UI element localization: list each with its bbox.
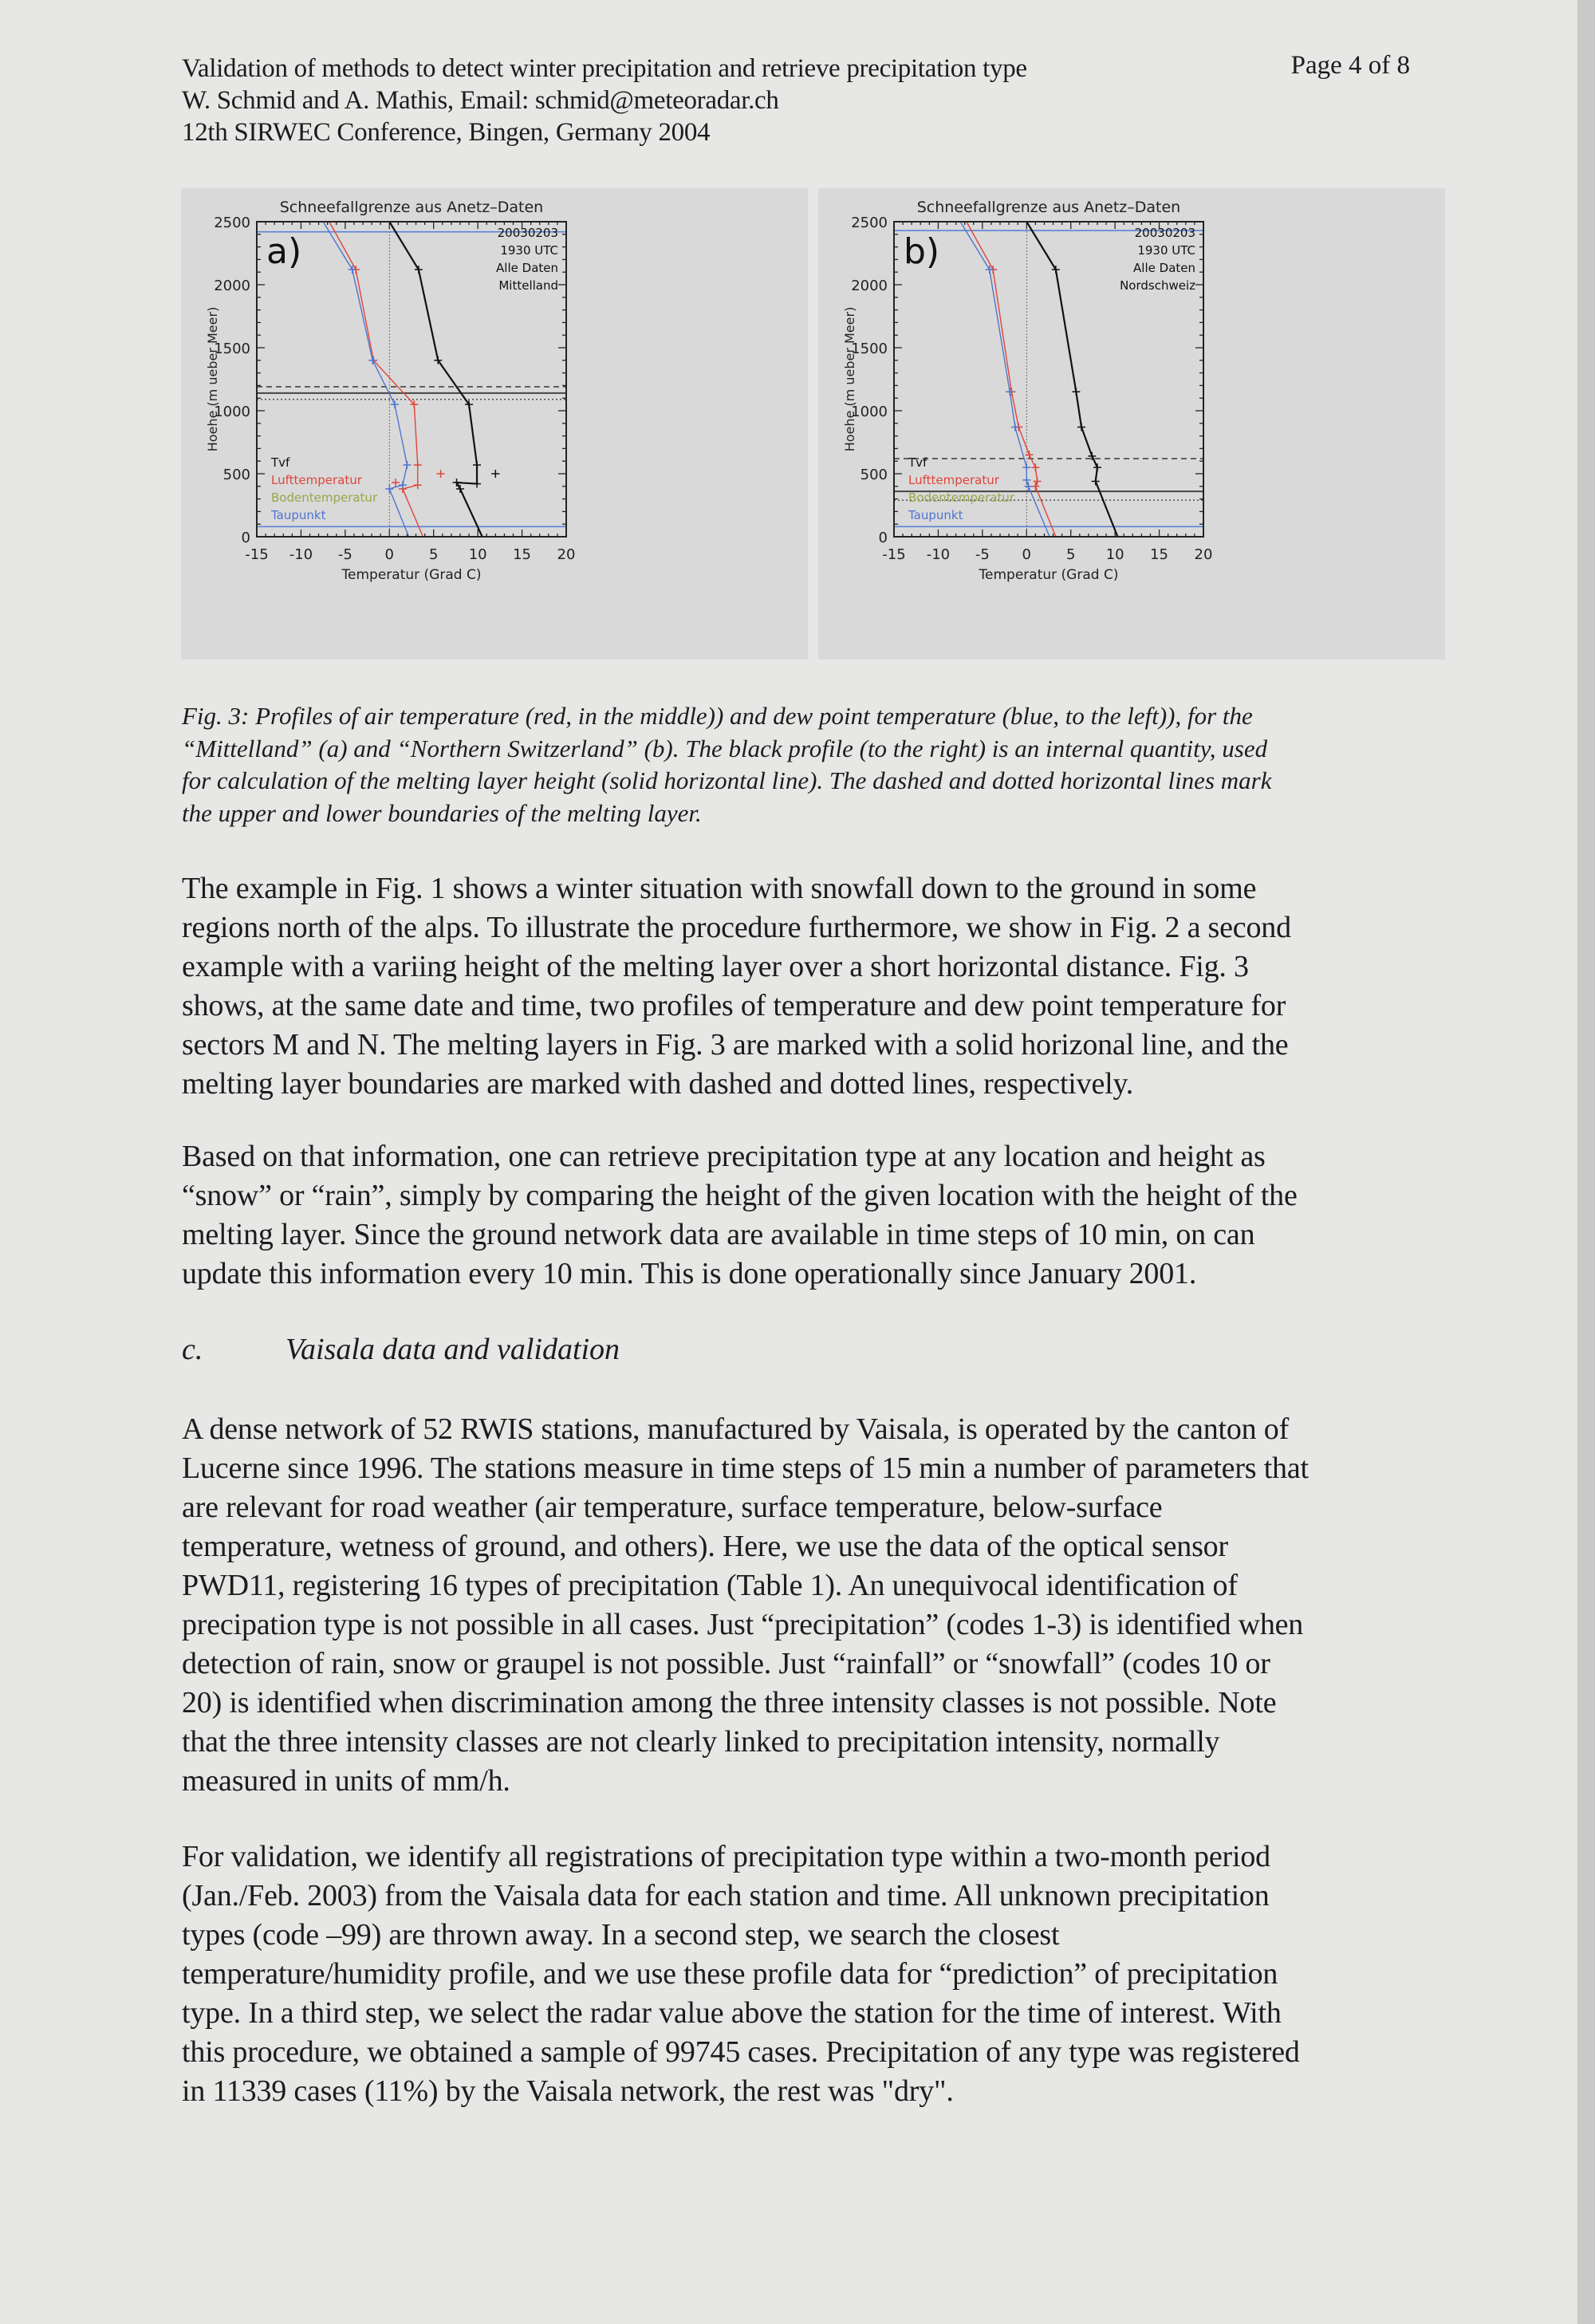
data-point-marker (392, 479, 400, 486)
paragraph-line: PWD11, registering 16 types of precipitation (Table 1). An unequivocal identification of (182, 1569, 1238, 1602)
paragraph-line: in 11339 cases (11%) by the Vaisala network, the rest was "dry". (182, 2074, 954, 2108)
paragraph-line: “snow” or “rain”, simply by comparing the height of the given location with the height of the (182, 1179, 1298, 1212)
caption-line: Fig. 3: Profiles of air temperature (red, in the middle)) and dew point temperature (blue, to the left)), for the (182, 702, 1253, 730)
x-tick-label: 20 (1194, 546, 1213, 563)
paragraph-4 (182, 1838, 1474, 2111)
figure-3b (818, 188, 1445, 660)
y-tick-label: 2000 (851, 278, 888, 294)
paragraph-line: temperature, wetness of ground, and others). Here, we use the data of the optical sensor (182, 1530, 1228, 1563)
x-tick-label: -10 (926, 546, 951, 563)
paragraph-line: temperature/humidity profile, and we use these profile data for “prediction” of precipitation (182, 1957, 1278, 1991)
series-tvf (1026, 222, 1117, 537)
info-text: Nordschweiz (1120, 278, 1195, 293)
paragraph-line: that the three intensity classes are not clearly linked to precipitation intensity, normally (182, 1725, 1220, 1759)
x-tick-label: 0 (1022, 546, 1032, 563)
scan-edge (1577, 0, 1595, 2324)
info-text: 1930 UTC (500, 243, 558, 258)
x-tick-label: -15 (882, 546, 906, 563)
caption-line: for calculation of the melting layer height (solid horizontal line). The dashed and dotted horizontal lines mark (182, 766, 1272, 794)
data-point-marker (1072, 388, 1080, 396)
chart-b (818, 188, 1445, 660)
data-point-marker (1025, 483, 1033, 490)
paragraph-line: measured in units of mm/h. (182, 1764, 510, 1798)
x-tick-label: -5 (975, 546, 990, 563)
x-axis-label: Temperatur (Grad C) (979, 567, 1119, 583)
paragraph-line: Lucerne since 1996. The stations measure in time steps of 15 min a number of parameters that (182, 1452, 1309, 1485)
figure-3a (181, 188, 808, 660)
paragraph-line: sectors M and N. The melting layers in Fig. 3 are marked with a solid horizonal line, and the (182, 1028, 1289, 1062)
paragraph-line: types (code –99) are thrown away. In a second step, we search the closest (182, 1918, 1060, 1952)
y-tick-label: 500 (860, 467, 888, 483)
info-text: Mittelland (498, 278, 558, 293)
data-point-marker (1052, 266, 1060, 274)
data-point-marker (349, 266, 356, 274)
info-text: Alle Daten (1133, 261, 1195, 275)
paragraph-line: detection of rain, snow or graupel is not possible. Just “rainfall” or “snowfall” (codes 10 or (182, 1647, 1270, 1680)
data-point-marker (491, 470, 499, 478)
data-point-marker (1093, 463, 1101, 471)
paragraph-line: update this information every 10 min. This is done operationally since January 2001. (182, 1257, 1197, 1290)
x-tick-label: 5 (1065, 546, 1076, 563)
data-point-marker (1031, 463, 1039, 471)
data-point-marker (437, 470, 445, 478)
legend-item: Taupunkt (271, 508, 326, 522)
section-number: c. (182, 1333, 203, 1366)
y-tick-label: 0 (878, 530, 888, 546)
x-tick-label: -15 (245, 546, 269, 563)
legend-item: Tvf (271, 455, 290, 470)
data-point-marker (414, 481, 422, 489)
data-point-marker (1022, 463, 1030, 471)
y-tick-label: 2500 (214, 215, 250, 231)
x-tick-label: 5 (428, 546, 439, 563)
y-tick-label: 1500 (214, 341, 250, 357)
panel-label: b) (904, 231, 940, 272)
series-taupunkt (323, 222, 409, 537)
page-number: Page 4 of 8 (1290, 51, 1410, 80)
y-tick-label: 2500 (851, 215, 888, 231)
legend-item: Tvf (908, 455, 927, 470)
running-title: Validation of methods to detect winter precipitation and retrieve precipitation type (182, 54, 1027, 83)
y-axis-label: Hoehe (m ueber Meer) (842, 306, 857, 452)
legend-item: Bodentemperatur (271, 490, 378, 505)
legend-item: Bodentemperatur (908, 490, 1015, 505)
legend-item: Lufttemperatur (271, 473, 362, 487)
x-tick-label: -10 (289, 546, 313, 563)
data-point-marker (385, 485, 393, 493)
data-point-marker (1034, 477, 1042, 485)
authors-line: W. Schmid and A. Mathis, Email: schmid@meteoradar.ch (182, 86, 779, 115)
y-axis-label: Hoehe (m ueber Meer) (205, 306, 220, 452)
series-lufttemperatur (967, 222, 1056, 537)
info-text: 20030203 (497, 226, 558, 240)
data-point-marker (391, 400, 399, 408)
data-point-marker (986, 266, 994, 274)
data-point-marker (453, 479, 461, 486)
paragraph-2 (182, 1137, 1474, 1294)
figure-caption (182, 700, 1458, 829)
paragraph-line: melting layer. Since the ground network data are available in time steps of 10 min, on can (182, 1218, 1255, 1251)
data-point-marker (403, 461, 411, 469)
data-point-marker (1031, 483, 1039, 490)
paragraph-line: Based on that information, one can retrieve precipitation type at any location and height as (182, 1140, 1266, 1173)
x-tick-label: 15 (1150, 546, 1169, 563)
data-point-marker (414, 461, 422, 469)
x-tick-label: 15 (513, 546, 532, 563)
chart-title: Schneefallgrenze aus Anetz–Daten (916, 199, 1181, 216)
x-axis-label: Temperatur (Grad C) (341, 567, 482, 583)
info-text: 1930 UTC (1137, 243, 1195, 258)
chart-title: Schneefallgrenze aus Anetz–Daten (279, 199, 544, 216)
y-tick-label: 2000 (214, 278, 250, 294)
legend-item: Taupunkt (908, 508, 963, 522)
x-tick-label: -5 (337, 546, 352, 563)
paragraph-line: For validation, we identify all registrations of precipitation type within a two-month period (182, 1840, 1270, 1873)
data-point-marker (473, 480, 481, 488)
legend-item: Lufttemperatur (908, 473, 999, 487)
x-tick-label: 0 (384, 546, 395, 563)
paragraph-line: The example in Fig. 1 shows a winter situation with snowfall down to the ground in some (182, 872, 1257, 905)
data-point-marker (1077, 423, 1085, 431)
caption-line: “Mittelland” (a) and “Northern Switzerland” (b). The black profile (to the right) is an internal quantity, used (182, 734, 1268, 762)
series-lufttemperatur (329, 222, 423, 537)
paragraph-line: type. In a third step, we select the radar value above the station for the time of interest. With (182, 1996, 1282, 2030)
data-point-marker (1022, 476, 1030, 484)
y-tick-label: 1000 (214, 404, 250, 420)
data-point-marker (456, 485, 464, 493)
paragraph-line: shows, at the same date and time, two profiles of temperature and dew point temperature for (182, 989, 1286, 1022)
y-tick-label: 0 (241, 530, 250, 546)
data-point-marker (473, 461, 481, 469)
section-title: Vaisala data and validation (286, 1333, 620, 1366)
paragraph-line: 20) is identified when discrimination among the three intensity classes is not possible. Note (182, 1686, 1277, 1719)
paragraph-line: this procedure, we obtained a sample of 99745 cases. Precipitation of any type was registered (182, 2035, 1300, 2069)
data-point-marker (1092, 477, 1100, 485)
caption-line: the upper and lower boundaries of the melting layer. (182, 798, 702, 827)
x-tick-label: 10 (468, 546, 487, 563)
y-tick-label: 1000 (851, 404, 888, 420)
paragraph-line: regions north of the alps. To illustrate the procedure furthermore, we show in Fig. 2 a second (182, 911, 1291, 944)
data-point-marker (415, 266, 423, 274)
x-tick-label: 20 (557, 546, 576, 563)
paragraph-line: (Jan./Feb. 2003) from the Vaisala data for each station and time. All unknown precipitation (182, 1879, 1270, 1912)
chart-a (181, 188, 808, 660)
y-tick-label: 500 (223, 467, 250, 483)
paragraph-line: A dense network of 52 RWIS stations, manufactured by Vaisala, is operated by the canton of (182, 1412, 1290, 1446)
paragraph-line: example with a variing height of the melting layer over a short horizontal distance. Fig. 3 (182, 950, 1249, 983)
panel-label: a) (266, 231, 302, 272)
x-tick-label: 10 (1105, 546, 1124, 563)
paragraph-line: are relevant for road weather (air temperature, surface temperature, below-surface (182, 1491, 1163, 1524)
conference-line: 12th SIRWEC Conference, Bingen, Germany 2004 (182, 118, 711, 147)
info-text: Alle Daten (496, 261, 558, 275)
paragraph-1 (182, 869, 1474, 1104)
paragraph-line: precipation type is not possible in all cases. Just “precipitation” (codes 1-3) is identified when (182, 1608, 1304, 1641)
y-tick-label: 1500 (851, 341, 888, 357)
info-text: 20030203 (1134, 226, 1195, 240)
section-heading (182, 1332, 620, 1367)
paragraph-line: melting layer boundaries are marked with dashed and dotted lines, respectively. (182, 1067, 1134, 1101)
paragraph-3 (182, 1410, 1474, 1801)
